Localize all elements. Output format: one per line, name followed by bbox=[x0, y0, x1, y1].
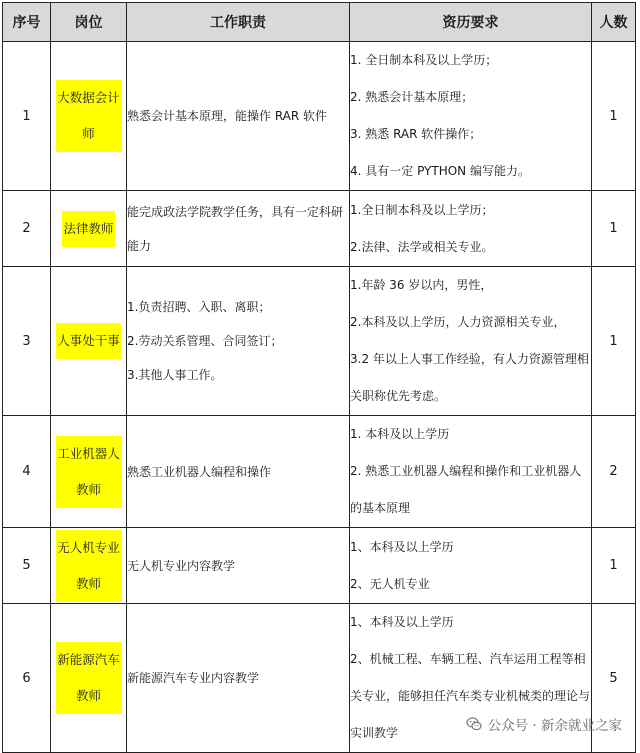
table-row bbox=[3, 416, 636, 528]
table-header-row bbox=[3, 3, 636, 42]
row-duties bbox=[127, 416, 350, 528]
row-requirements bbox=[350, 416, 592, 528]
row-count: 5 bbox=[592, 604, 636, 753]
requirement-line: 2. 熟悉会计基本原理； bbox=[350, 90, 474, 104]
requirement-line: 1、本科及以上学历 bbox=[350, 539, 454, 554]
requirement-line: 2.法律、法学或相关专业。 bbox=[350, 239, 494, 254]
duty-line: 2.劳动关系管理、合同签订； bbox=[127, 334, 283, 348]
duty-line: 3.其他人事工作。 bbox=[127, 368, 223, 382]
header-requirements: 资历要求 bbox=[350, 3, 592, 42]
row-count: 2 bbox=[592, 416, 636, 528]
requirement-line: 1.年龄 36 岁以内，男性， bbox=[350, 278, 493, 292]
requirement-line: 2.本科及以上学历，人力资源相关专业， bbox=[350, 315, 566, 329]
requirement-line: 2、无人机专业 bbox=[350, 576, 430, 591]
row-count: 1 bbox=[592, 528, 636, 604]
row-position: 新能源汽车教师 bbox=[56, 642, 122, 714]
requirement-line: 2、机械工程、车辆工程、汽车运用工程等相关专业，能够担任汽车类专业机械类的理论与实训教学 bbox=[350, 652, 591, 740]
requirement-line: 1. 全日制本科及以上学历； bbox=[350, 53, 498, 67]
table-row bbox=[3, 191, 636, 267]
duty-line: 能完成政法学院教学任务，具有一定科研能力 bbox=[127, 204, 344, 253]
row-seq: 1 bbox=[3, 42, 51, 191]
row-position: 工业机器人教师 bbox=[56, 436, 122, 508]
duty-line: 熟悉工业机器人编程和操作 bbox=[127, 464, 272, 479]
table-row bbox=[3, 42, 636, 191]
duty-line: 1.负责招聘、入职、离职； bbox=[127, 300, 271, 314]
row-duties bbox=[127, 42, 350, 191]
header-position: 岗位 bbox=[51, 3, 127, 42]
duty-line: 无人机专业内容教学 bbox=[127, 558, 236, 573]
row-count: 1 bbox=[592, 191, 636, 267]
wechat-icon bbox=[466, 716, 482, 732]
header-seq: 序号 bbox=[3, 3, 51, 42]
row-position: 人事处干事 bbox=[56, 323, 121, 359]
requirement-line: 1. 本科及以上学历 bbox=[350, 427, 450, 441]
watermark bbox=[466, 714, 622, 734]
row-requirements bbox=[350, 267, 592, 416]
requirement-line: 1.全日制本科及以上学历； bbox=[350, 202, 494, 217]
table-row bbox=[3, 528, 636, 604]
recruitment-table bbox=[2, 2, 636, 753]
table-row bbox=[3, 267, 636, 416]
duty-line: 新能源汽车专业内容教学 bbox=[127, 671, 260, 685]
row-duties bbox=[127, 191, 350, 267]
row-position: 法律教师 bbox=[62, 211, 114, 247]
requirement-line: 2. 熟悉工业机器人编程和操作和工业机器人的基本原理 bbox=[350, 464, 582, 515]
requirement-line: 3.2 年以上人事工作经验，有人力资源管理相关职称优先考虑。 bbox=[350, 352, 589, 403]
requirement-line: 3. 熟悉 RAR 软件操作； bbox=[350, 127, 482, 141]
row-seq: 4 bbox=[3, 416, 51, 528]
row-seq: 2 bbox=[3, 191, 51, 267]
row-position: 大数据会计师 bbox=[56, 80, 122, 152]
row-requirements bbox=[350, 191, 592, 267]
requirement-line: 4. 具有一定 PYTHON 编写能力。 bbox=[350, 164, 530, 178]
row-seq: 3 bbox=[3, 267, 51, 416]
row-duties bbox=[127, 604, 350, 753]
row-position: 无人机专业教师 bbox=[56, 530, 122, 602]
header-count: 人数 bbox=[592, 3, 636, 42]
row-count: 1 bbox=[592, 42, 636, 191]
row-duties bbox=[127, 267, 350, 416]
requirement-line: 1、本科及以上学历 bbox=[350, 615, 454, 629]
row-seq: 5 bbox=[3, 528, 51, 604]
watermark-text: 公众号 · 新余就业之家 bbox=[487, 718, 622, 734]
row-seq: 6 bbox=[3, 604, 51, 753]
row-duties bbox=[127, 528, 350, 604]
header-duties: 工作职责 bbox=[127, 3, 350, 42]
duty-line: 熟悉会计基本原理，能操作 RAR 软件 bbox=[127, 109, 328, 123]
row-requirements bbox=[350, 42, 592, 191]
row-requirements bbox=[350, 528, 592, 604]
row-count: 1 bbox=[592, 267, 636, 416]
